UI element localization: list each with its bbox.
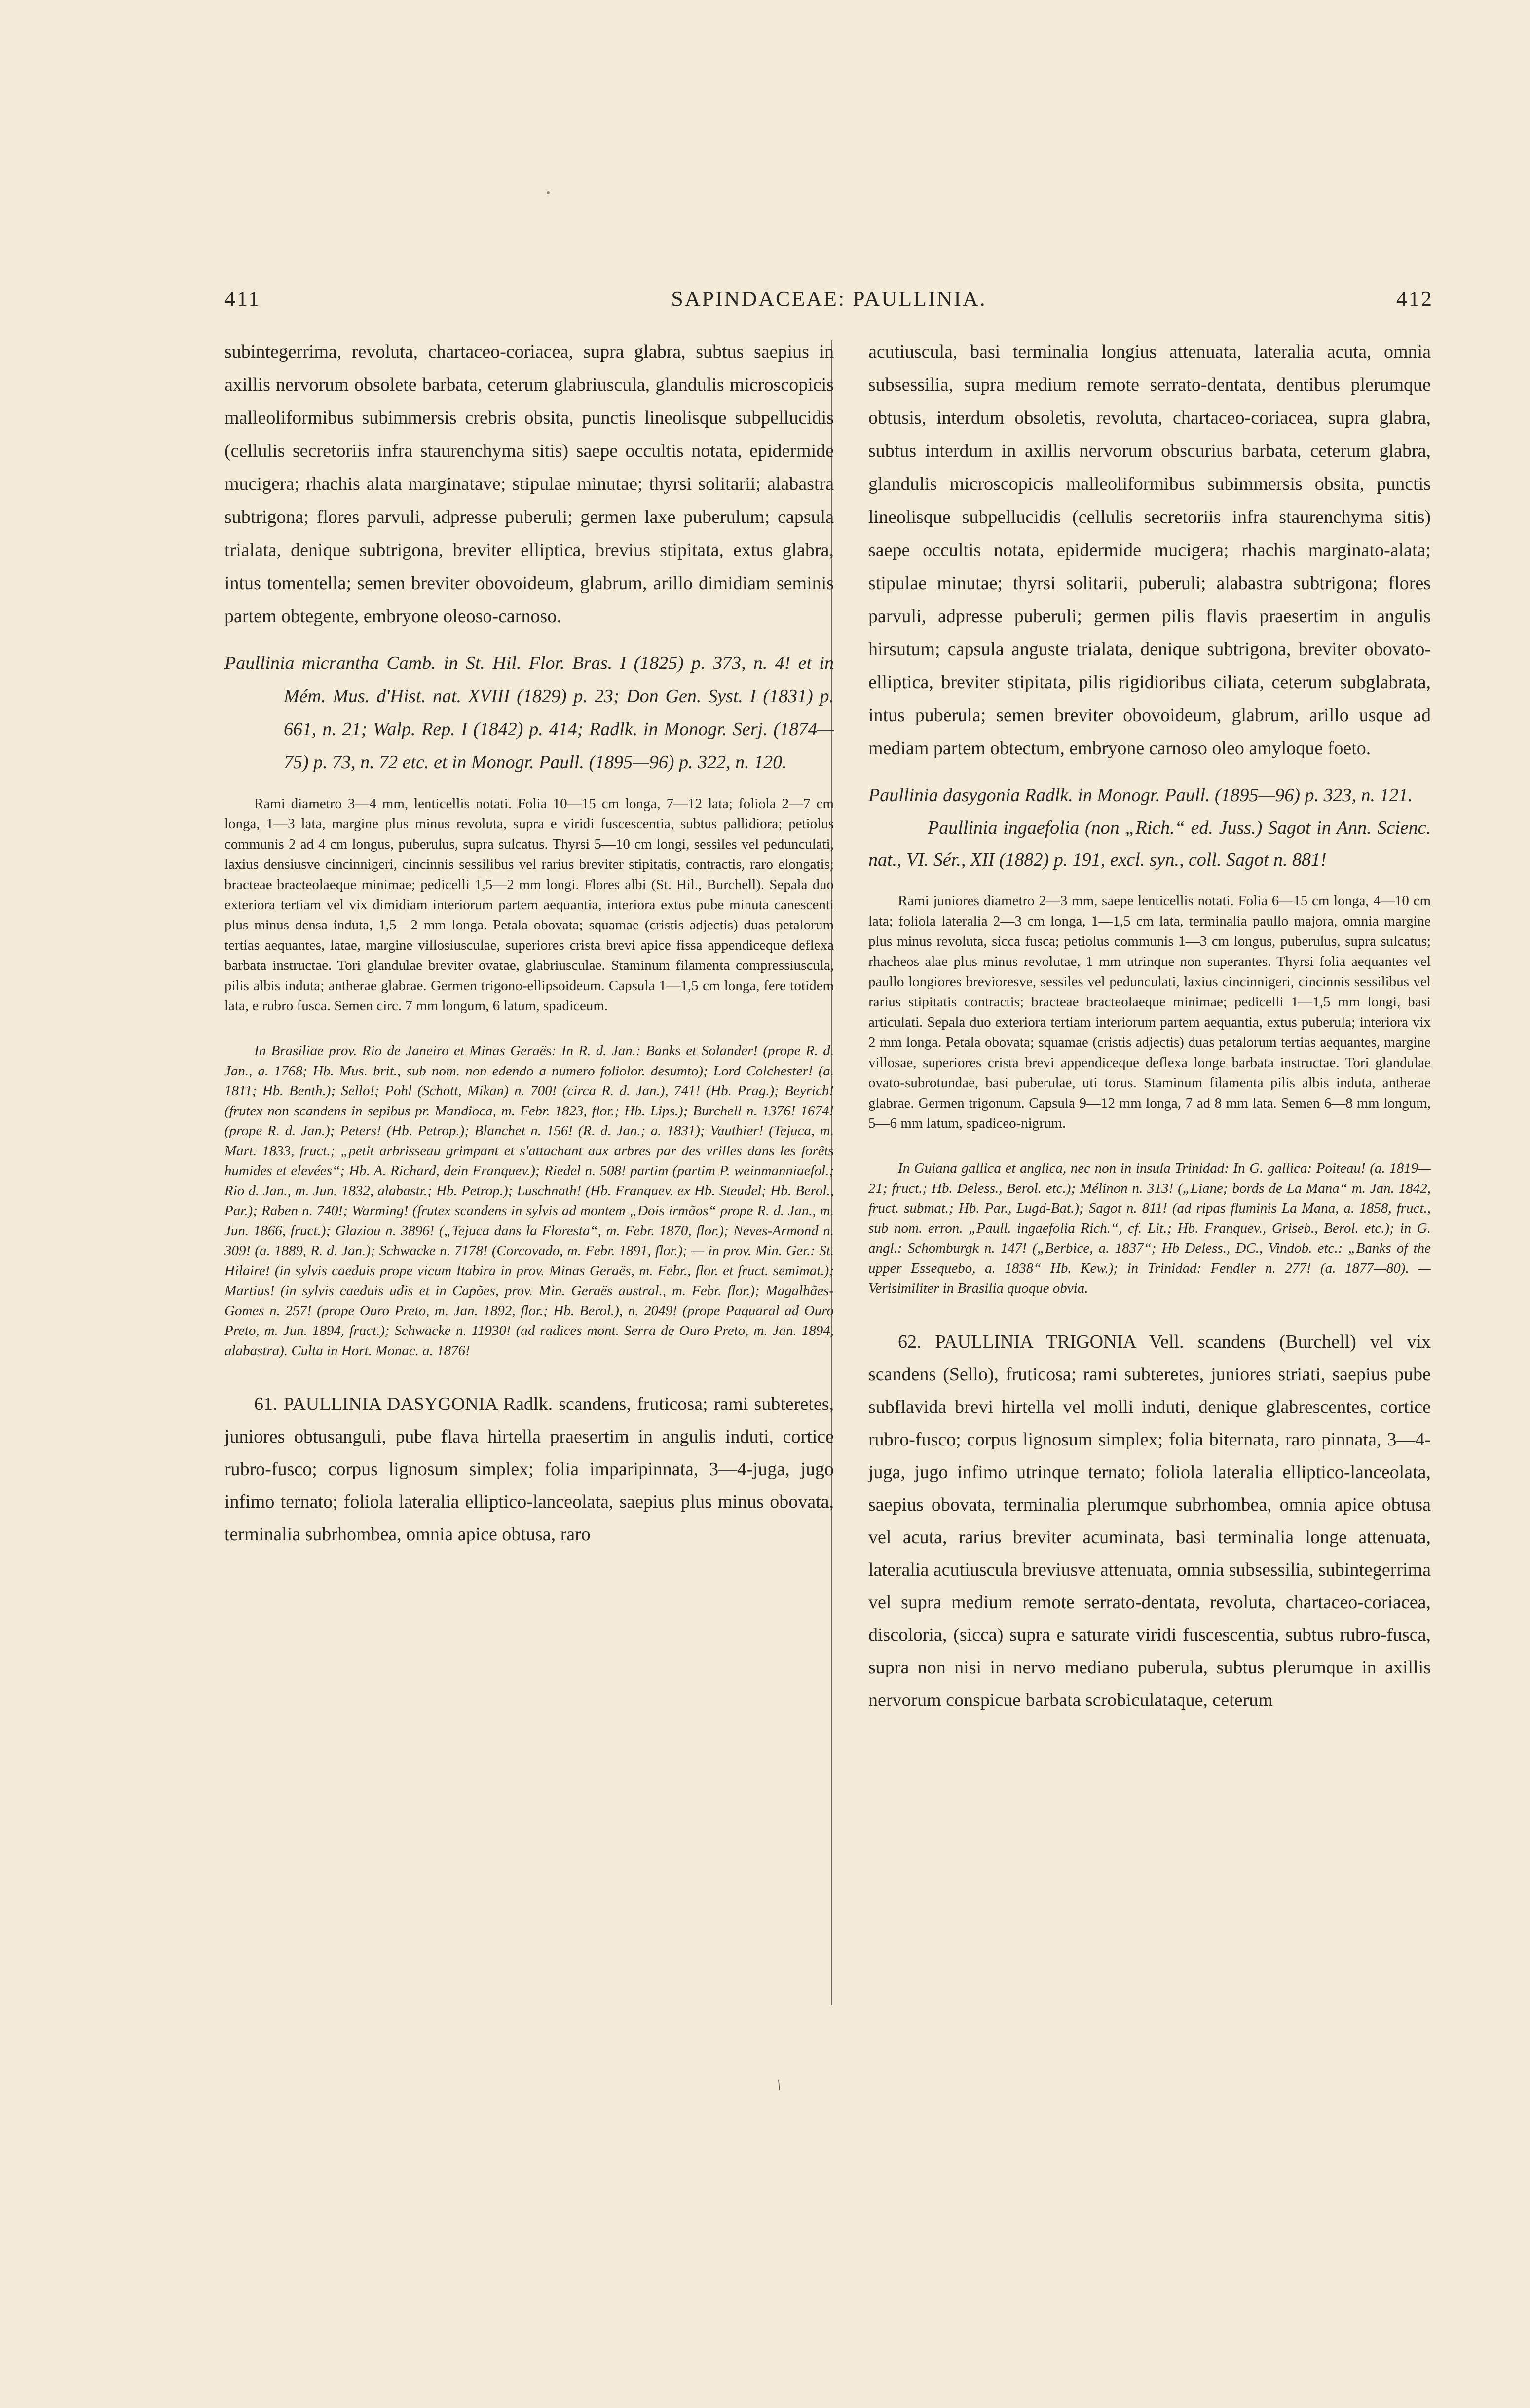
synonymy-text: Paullinia dasygonia Radlk. in Monogr. Paull. (1895—96) p. 323, n. 121. [868, 785, 1413, 806]
description-text: subintegerrima, revoluta, chartaceo-coriacea, supra glabra, subtus saepius in axillis nervorum obsolete barbata, ceterum glabriuscula, glandulis microscopicis malleoliformibus subimmersis crebris obsita, punctis lineolisque subpellucidis (cellulis secretoriis infra staurenchyma sitis) saepe occultis notata, epidermide mucigera; rhachis alata marginatave; stipulae minutae; thyrsi solitarii; alabastra subtrigona; flores parvuli, adpresse puberuli; germen laxe puberulum; capsula trialata, denique subtrigona, breviter elliptica, brevius stipitata, extus glabra, intus tomentella; semen breviter obovoideum, glabrum, arillo dimidiam seminis partem obtegente, embryone oleoso-carnoso. [224, 341, 834, 627]
specimen-list: In Guiana gallica et anglica, nec non in insula Trinidad: In G. gallica: Poiteau! (a. 1819—21; fruct.; Hb. Deless., Berol. etc.); Mélinon n. 313! („Liane; bords de La Mana“ m. Jan. 1842, fruct. submat.; Hb. Par., Lugd-Bat.); Sagot n. 811! (ad ripas fluminis La Mana, a. 1858, fruct., sub nom. erron. „Paull. ingaefolia Rich.“, cf. Lit.; Hb. Franquev., Griseb., Berol. etc.); in G. angl.: Schomburgk n. 147! („Berbice, a. 1837“; Hb Deless., DC., Vindob. etc.: „Banks of the upper Essequebo, a. 1838“ Hb. Kew.); in Trinidad: Fendler n. 277! (a. 1877—80). — Verisimiliter in Brasilia quoque obvia. [868, 1160, 1431, 1296]
right-column [868, 335, 1431, 1716]
detailed-description: Rami diametro 3—4 mm, lenticellis notati. Folia 10—15 cm longa, 7—12 lata; foliola 2—7 cm longa, 1—3 lata, margine plus minus revoluta, supra e viridi fuscescentia, subtus pallidiora; petiolus communis 2 ad 4 cm longus, puberulus, supra sulcatus. Thyrsi 5—10 cm longi, sessiles vel pedunculati, laxius densiusve cincinnigeri, cincinnis sessilibus vel rarius breviter stipitatis, contractis, raro elongatis; bracteae bracteolaeque minimae; pedicelli 1,5—2 mm longi. Flores albi (St. Hil., Burchell). Sepala duo exteriora tertiam vel vix dimidiam interiorum partem aequantia, interiora extus pube minuta canescenti plus minus densa induta, 1,5—2 mm longa. Petala obovata; squamae (cristis adjectis) duas petalorum tertias aequantes, latae, margine villosiusculae, superiores crista brevi apice fissa appendiceque deflexa barbata instructae. Tori glandulae breviter ovatae, glabriusculae. Staminum filamenta compressiuscula, pilis albis induta; antherae glabrae. Germen trigono-ellipsoideum. Capsula 1—1,5 cm longa, fere totidem lata, e rubro fusca. Semen circ. 7 mm longum, 6 latum, spadiceum. [224, 796, 834, 1014]
detailed-description: Rami juniores diametro 2—3 mm, saepe lenticellis notati. Folia 6—15 cm longa, 4—10 cm lata; foliola lateralia 2—3 cm longa, 1—1,5 cm lata, terminalia paullo majora, omnia margine plus minus revoluta, sicca fusca; petiolus communis 1—3 cm longus, puberulus, supra sulcatus; rhacheos alae plus minus revolutae, 1 mm utrinque non superantes. Thyrsi folia aequantes vel paullo longiores brevioresve, sessiles vel pedunculati, laxius cincinnigeri, cincinnis sessilibus vel rarius stipitatis contractis; bracteae bracteolaeque minimae; pedicelli 1—1,5 mm longi, basi articulati. Sepala duo exteriora tertiam interiorum partem aequantia, extus puberula; interiora vix 2 mm longa. Petala obovata; squamae (cristis adjectis) duas petalorum tertias aequantes, margine villosae, superiores crista brevi appendiceque deflexa longe barbata instructae. Tori glandulae ovato-subrotundae, basi puberulae, uti torus. Staminum filamenta pilis albis induta, antherae glabrae. Germen trigonum. Capsula 9—12 mm longa, 7 ad 8 mm lata. Semen 6—8 mm longum, 5—6 mm latum, spadiceo-nigrum. [868, 893, 1431, 1131]
synonymy-text: Paullinia micrantha Camb. in St. Hil. Flor. Bras. I (1825) p. 373, n. 4! et in Mém. Mus. d'Hist. nat. XVIII (1829) p. 23; Don Gen. Syst. I (1831) p. 661, n. 21; Walp. Rep. I (1842) p. 414; Radlk. in Monogr. Serj. (1874—75) p. 73, n. 72 etc. et in Monogr. Paull. (1895—96) p. 322, n. 120. [224, 653, 834, 773]
page-number-left: 411 [224, 287, 261, 311]
left-column [224, 335, 834, 1551]
species-61-entry: 61. PAULLINIA DASYGONIA Radlk. scandens, fruticosa; rami subteretes, juniores obtusanguli, pube flava hirtella praesertim in angulis induti, cortice rubro-fusco; corpus lignosum simplex; folia imparipinnata, 3—4-juga, jugo infimo ternato; foliola lateralia elliptico-lanceolata, saepius plus minus obovata, terminalia subrhombea, omnia apice obtusa, raro [224, 1394, 834, 1545]
description-text: acutiuscula, basi terminalia longius attenuata, lateralia acuta, omnia subsessilia, supra medium remote serrato-dentata, dentibus plerumque obtusis, interdum obsoletis, revoluta, chartaceo-coriacea, supra glabra, subtus interdum in axillis nervorum obscurius barbata, ceterum glabra, glandulis microscopicis malleoliformibus subimmersis obsita, punctis lineolisque subpellucidis (cellulis secretoriis infra staurenchyma sitis) saepe occultis notata, epidermide mucigera; rhachis marginato-alata; stipulae minutae; thyrsi solitarii, puberuli; alabastra subtrigona; flores parvuli, adpresse puberuli; germen pilis flavis praesertim in angulis hirsutum; capsula anguste trialata, denique subtrigona, breviter obovato-elliptica, breviter stipitata, pilis rigidioribus ciliata, ceterum subglabrata, intus puberula; semen breviter obovoideum, glabrum, arillo usque ad mediam partem obtectum, embryone carnoso oleo amyloque foeto. [868, 341, 1431, 759]
species-62-entry: 62. PAULLINIA TRIGONIA Vell. scandens (Burchell) vel vix scandens (Sello), fruticosa; rami subteretes, juniores striati, saepius pube subflavida brevi hirtella vel molli induti, denique glabrescentes, cortice rubro-fusco; corpus lignosum simplex; folia biternata, raro pinnata, 3—4-juga, jugo infimo utrinque ternato; foliola lateralia elliptico-lanceolata, saepius obovata, terminalia plerumque subrhombea, omnia apice obtusa vel acuta, rarius breviter acuminata, basi terminalia longe attenuata, lateralia acutiuscula breviusve attenuata, omnia subsessilia, subintegerrima vel supra medium remote serrato-dentata, revoluta, chartaceo-coriacea, discoloria, (sicca) supra e saturate viridi fuscescentia, subtus rubro-fusca, supra non nisi in nervo mediano puberula, subtus plerumque in axillis nervorum conspicue barbata scrobiculataque, ceterum [868, 1331, 1431, 1710]
paper-speck [547, 191, 550, 194]
synonymy-text-2: Paullinia ingaefolia (non „Rich.“ ed. Juss.) Sagot in Ann. Scienc. nat., VI. Sér., XII (1882) p. 191, excl. syn., coll. Sagot n. 881! [868, 817, 1431, 870]
page-number-right: 412 [1396, 287, 1433, 311]
running-title: SAPINDACEAE: PAULLINIA. [671, 287, 987, 311]
specimen-list: In Brasiliae prov. Rio de Janeiro et Minas Geraës: In R. d. Jan.: Banks et Solander! (prope R. d. Jan., a. 1768; Hb. Mus. brit., sub nom. non edendo a numero foliolor. desumto); Lord Colchester! (a. 1811; Hb. Benth.); Sello!; Pohl (Schott, Mikan) n. 700! (circa R. d. Jan.), 741! (Hb. Prag.); Beyrich! (frutex non scandens in sepibus pr. Mandioca, m. Febr. 1823, flor.; Hb. Lips.); Burchell n. 1376! 1674! (prope R. d. Jan.); Peters! (Hb. Petrop.); Blanchet n. 156! (R. d. Jan.; a. 1831); Vauthier! (Tejuca, m. Mart. 1833, fruct.; „petit arbrisseau grimpant et s'attachant aux arbres par des vrilles dans les forêts humides et elevées“; Hb. A. Richard, dein Franquev.); Riedel n. 508! partim (partim P. weinmanniaefol.; Rio d. Jan., m. Jun. 1832, alabastr.; Hb. Petrop.); Luschnath! (Hb. Franquev. ex Hb. Steudel; Hb. Berol., Par.); Raben n. 740!; Warming! (frutex scandens in sylvis ad montem „Dois irmãos“ prope R. d. Jan., m. Jun. 1866, fruct.); Glaziou n. 3896! („Tejuca dans la Floresta“, m. Febr. 1870, flor.); Neves-Armond n. 309! (a. 1889, R. d. Jan.); Schwacke n. 7178! (Corcovado, m. Febr. 1891, flor.); — in prov. Min. Ger.: St. Hilaire! (in sylvis caeduis prope vicum Itabira in prov. Minas Geraës, m. Febr., flor. et fruct. semimat.); Martius! (in sylvis caeduis udis et in Capões, prov. Min. Geraës austral., m. Febr. flor.); Magalhães-Gomes n. 257! (prope Ouro Preto, m. Jan. 1892, flor.; Hb. Berol.), n. 2049! (prope Paquaral ad Ouro Preto, m. Jun. 1894, fruct.); Schwacke n. 11930! (ad radices mont. Serra de Ouro Preto, m. Jan. 1894, alabastra). Culta in Hort. Monac. a. 1876! [224, 1043, 834, 1359]
running-header [224, 277, 1433, 317]
stray-mark: / [774, 2076, 784, 2094]
